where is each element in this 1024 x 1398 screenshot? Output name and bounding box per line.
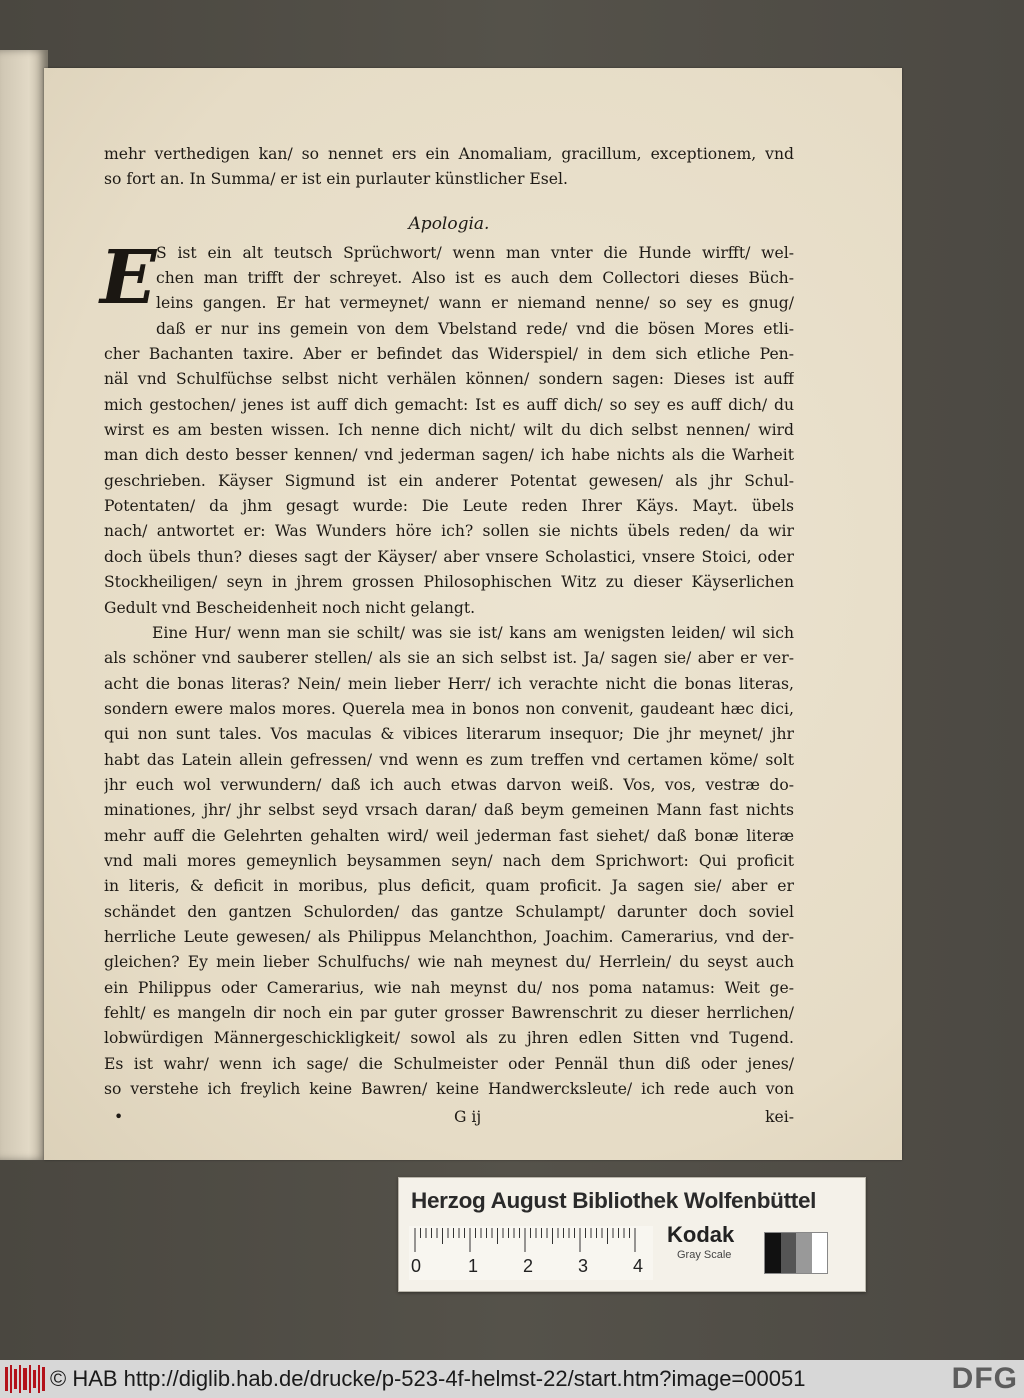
text-line: geschrieben. Käyser Sigmund ist ein anderer Potentat gewesen/ als jhr Schul- [104, 471, 794, 490]
text-line: sondern ewere malos mores. Querela mea in bonos non convenit, gaudeant hæc dici, [104, 699, 794, 718]
page-text [100, 142, 794, 1128]
gray-scale-swatch [764, 1232, 828, 1274]
text-line: nach/ antwortet er: Was Wunders höre ich? sollen sie nichts übels reden/ da wir [104, 522, 794, 541]
ruler-number: 2 [523, 1256, 534, 1276]
library-name: Herzog August Bibliothek Wolfenbüttel [411, 1188, 817, 1213]
text-line: leins gangen. Er hat vermeynet/ wann er niemand nenne/ so sey es gnug/ [156, 294, 794, 313]
signature-mark: G ij [454, 1108, 482, 1127]
measuring-ruler [409, 1226, 653, 1280]
text-line: in literis, & deficit in moribus, plus deficit, quam proficit. Ja sagen sie/ aber er [104, 877, 794, 896]
hab-logo-icon [5, 1365, 47, 1393]
text-line: lobwürdigen Männergeschickligkeit/ sowol als zu jhren edlen Sitten vnd Tugend. [104, 1029, 794, 1048]
text-line: acht die bonas literas? Nein/ mein lieber Herr/ ich verachte nicht die bonas literas, [104, 674, 794, 693]
text-line: so verstehe ich freylich keine Bawren/ keine Handwercksleute/ ich rede auch von [104, 1080, 794, 1099]
catchword: kei- [765, 1108, 794, 1127]
footer-mark: • [114, 1108, 124, 1127]
text-line: minationes, jhr/ jhr selbst seyd vrsach daran/ daß beym gemeinen Mann fast nichts [104, 801, 794, 820]
text-line: gleichen? Ey mein lieber Schulfuchs/ wie nah meynest du/ Herrlein/ du seyst auch [104, 953, 794, 972]
text-line: wirst es am besten wissen. Ich nenne dich nicht/ wilt du dich selbst nennen/ wird [104, 421, 794, 440]
text-line: Stockheiligen/ seyn in jhrem grossen Philosophischen Witz zu dieser Käyserlichen [104, 573, 794, 592]
drop-cap: E [100, 234, 157, 321]
text-line: jhr euch wol verwundern/ daß ich auch etwas darvon weiß. Vos, vos, vestræ do- [104, 775, 794, 794]
section-heading: Apologia. [408, 213, 490, 234]
text-line: qui non sunt tales. Vos maculas & vibices literarum insequor; Die jhr meynet/ jhr [104, 725, 794, 744]
text-line: doch übels thun? dieses sagt der Käyser/ aber vnsere Scholastici, vnsere Stoici, oder [104, 547, 794, 566]
ruler-number: 0 [411, 1256, 422, 1276]
text-line: ein Philippus oder Camerarius, wie nah meynst du/ nos poma natamus: Weit ge- [104, 978, 794, 997]
text-line: chen man trifft der schreyet. Also ist es auch dem Collectori dieses Büch- [156, 269, 794, 288]
text-line: mehr verthedigen kan/ so nennet ers ein Anomaliam, gracillum, exceptionem, vnd [104, 145, 794, 163]
dfg-logo: DFG [951, 1362, 1018, 1395]
library-label-card [398, 1177, 866, 1292]
text-line: Eine Hur/ wenn man sie schilt/ was sie ist/ kans am wenigsten leiden/ wil sich [152, 623, 794, 642]
text-line: S ist ein alt teutsch Sprüchwort/ wenn man vnter die Hunde wirfft/ wel- [156, 243, 794, 262]
text-line: Es ist wahr/ wenn ich sage/ die Schulmeister oder Pennäl thun diß oder jenes/ [104, 1054, 794, 1073]
text-line: habt das Latein allein gefressen/ vnd wenn es zum treffen vnd certamen köme/ solt [104, 750, 794, 769]
text-line: Potentaten/ da jhm gesagt wurde: Die Leute reden Ihrer Käys. Mayt. übels [104, 497, 794, 516]
text-line: näl vnd Schulfüchse selbst nicht verhälen können/ sondern sagen: Dieses ist auff [104, 370, 794, 389]
ruler-number: 1 [468, 1256, 479, 1276]
previous-page-edge [0, 50, 48, 1160]
body-paragraphs [100, 234, 794, 1103]
text-line: schändet den gantzen Schulorden/ das gantze Schulampt/ darunter doch soviel [104, 902, 794, 921]
credit-bar [0, 1360, 1024, 1398]
ruler-number: 3 [578, 1256, 589, 1276]
kodak-logo: Kodak [667, 1222, 735, 1247]
text-line: als schöner vnd sauberer stellen/ als sie an sich selbst ist. Ja/ sagen sie/ aber er ver- [104, 649, 794, 668]
text-line: vnd mali mores gemeynlich beysammen seyn/ nach dem Sprichwort: Qui proficit [104, 851, 794, 870]
gray-scale-label: Gray Scale [677, 1249, 732, 1261]
copyright-url: © HAB http://diglib.hab.de/drucke/p-523-4f-helmst-22/start.htm?image=00051 [50, 1366, 806, 1391]
text-line: mich gestochen/ jenes ist auff dich gemacht: Ist es auff dich/ so sey es auff dich/ du [104, 395, 794, 414]
text-line: so fort an. In Summa/ er ist ein purlauter künstlicher Esel. [104, 170, 568, 189]
text-line: mehr auff die Gelehrten gehalten wird/ weil jederman fast siehet/ daß bonæ literæ [104, 826, 794, 845]
text-line: man dich desto besser kennen/ vnd jederman sagen/ ich habe nichts als die Warheit [104, 446, 794, 465]
ruler-number: 4 [633, 1256, 644, 1276]
text-line: fehlt/ es mangeln dir noch ein par guter grosser Bawrenschrit zu dieser herrlichen/ [104, 1004, 794, 1022]
text-line: cher Bachanten taxire. Aber er befindet das Widerspiel/ in dem sich etliche Pen- [104, 345, 794, 364]
page-footer [104, 1106, 794, 1128]
text-line: Gedult vnd Bescheidenheit noch nicht gelangt. [104, 598, 476, 617]
text-line: daß er nur ins gemein von dem Vbelstand rede/ vnd die bösen Mores etli- [156, 319, 794, 338]
text-line: herrliche Leute gewesen/ als Philippus Melanchthon, Joachim. Camerarius, vnd der- [104, 927, 794, 946]
